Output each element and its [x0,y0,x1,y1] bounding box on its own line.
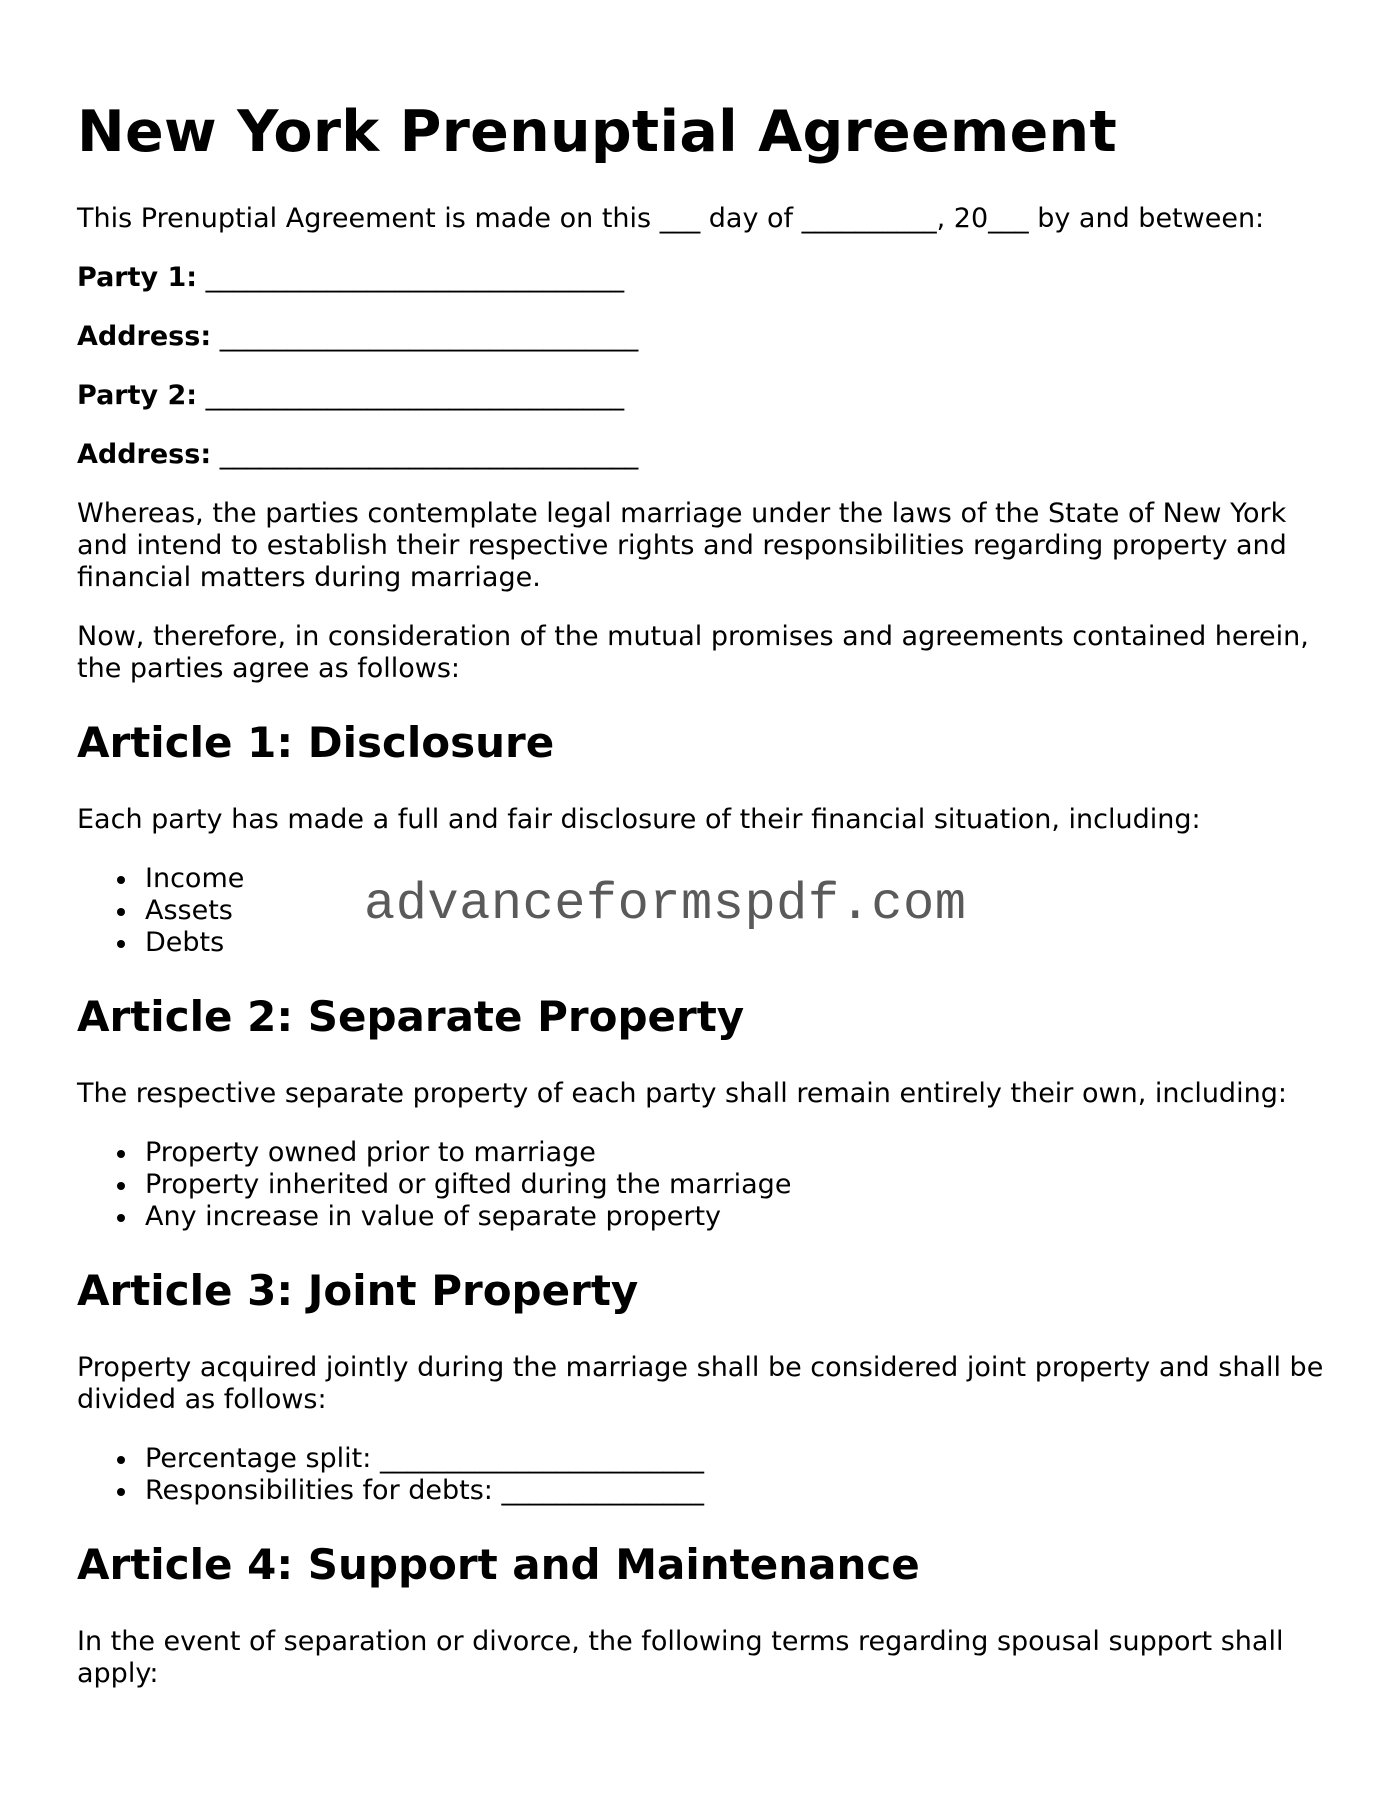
field-blank: _______________________________ [211,321,639,352]
field-label: Party 2: [77,380,198,411]
field-label: Party 1: [77,262,198,293]
list-item: Property inherited or gifted during the marriage [145,1169,1327,1201]
party-1-field [77,262,1327,294]
list-item: Assets [145,895,1327,927]
whereas-paragraph: Whereas, the parties contemplate legal marriage under the laws of the State of New York and intend to establish their respective rights and responsibilities regarding property and financial matters during marriage. [77,498,1287,593]
article-2-list [77,1137,1327,1233]
article-1-text: Each party has made a full and fair disclosure of their financial situation, including: [77,804,1201,835]
article-2-heading: Article 2: Separate Property [77,992,745,1041]
article-4-text: In the event of separation or divorce, the following terms regarding spousal support shall apply: [77,1626,1284,1689]
field-label: Address: [77,439,212,470]
article-4-heading: Article 4: Support and Maintenance [77,1540,920,1589]
list-item: Property owned prior to marriage [145,1137,1327,1169]
article-2-text: The respective separate property of each party shall remain entirely their own, including: [77,1078,1287,1109]
article-3-heading: Article 3: Joint Property [77,1266,639,1315]
list-item: Income [145,863,1327,895]
list-item: Debts [145,927,1327,959]
address-2-field [77,439,1327,471]
list-item: Responsibilities for debts: _______________ [145,1475,1327,1507]
document-title: New York Prenuptial Agreement [77,99,1117,165]
field-blank: _______________________________ [211,439,639,470]
watermark: advanceformspdf.com [364,875,967,934]
address-1-field [77,321,1327,353]
list-item: Any increase in value of separate property [145,1201,1327,1233]
article-1-heading: Article 1: Disclosure [77,718,555,767]
article-3-list [77,1443,1327,1507]
article-3-text: Property acquired jointly during the marriage shall be considered joint property and shall be divided as follows: [77,1352,1324,1415]
field-blank: _______________________________ [197,262,625,293]
therefore-paragraph: Now, therefore, in consideration of the mutual promises and agreements contained herein, the parties agree as follows: [77,621,1309,684]
intro-paragraph: This Prenuptial Agreement is made on this ___ day of __________, 20___ by and between: [77,203,1265,234]
field-label: Address: [77,321,212,352]
field-blank: _______________________________ [197,380,625,411]
list-item: Percentage split: ________________________ [145,1443,1327,1475]
party-2-field [77,380,1327,412]
